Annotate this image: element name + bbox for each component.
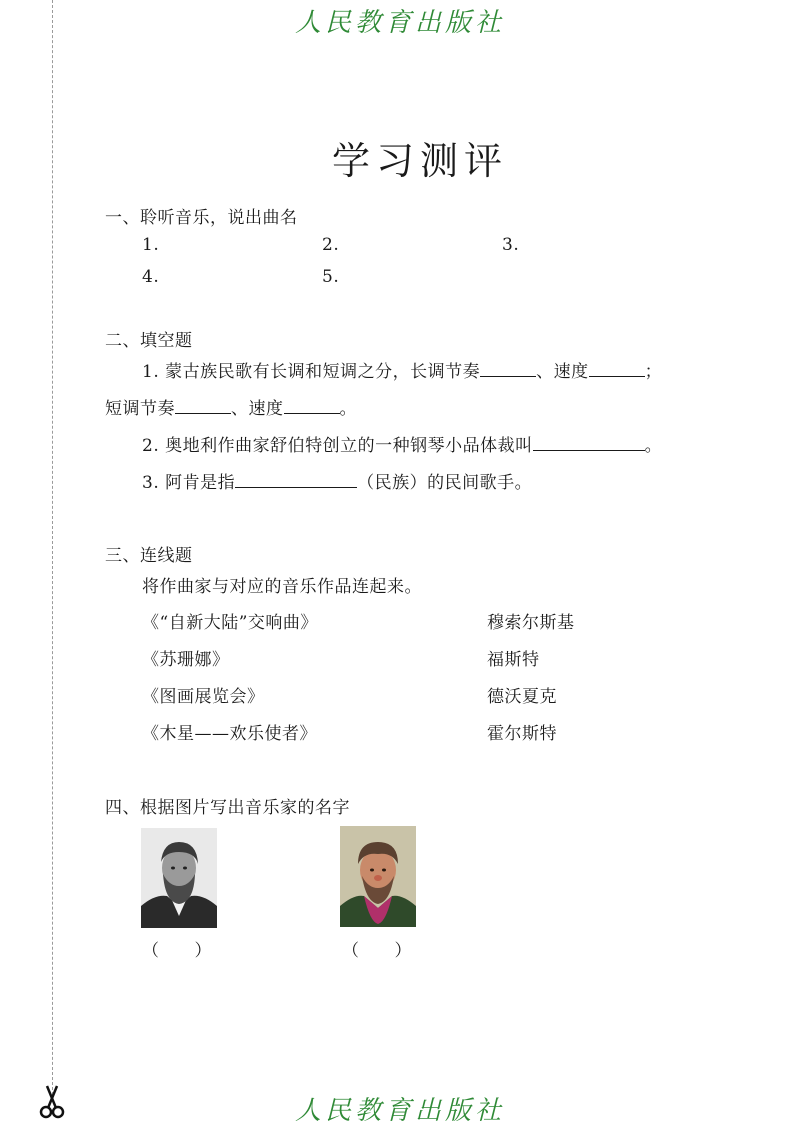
q2-blank[interactable] xyxy=(533,434,645,451)
work-item-1[interactable]: 《“自新大陆”交响曲》 xyxy=(142,613,318,633)
q2-end: 。 xyxy=(644,436,663,456)
q1-blank-short-speed[interactable] xyxy=(284,397,340,414)
work-item-3[interactable]: 《图画展览会》 xyxy=(142,687,265,707)
composer-item-2[interactable]: 福斯特 xyxy=(487,650,540,670)
q1-blank-long-speed[interactable] xyxy=(589,360,645,377)
publisher-logo-top: 人民教育出版社 xyxy=(294,8,505,38)
publisher-logo-bottom: 人民教育出版社 xyxy=(294,1096,505,1126)
composer-portrait-color xyxy=(340,826,416,927)
q3-end: （民族）的民间歌手。 xyxy=(357,473,533,493)
section2-heading: 二、填空题 xyxy=(105,331,193,351)
q3-blank[interactable] xyxy=(235,471,357,488)
q1-blank-short-rhythm[interactable] xyxy=(175,397,231,414)
answer-bracket-right[interactable]: （ ） xyxy=(342,941,412,961)
q2-text: 2. 奥地利作曲家舒伯特创立的一种钢琴小品体裁叫 xyxy=(142,436,533,456)
section1-heading: 一、聆听音乐，说出曲名 xyxy=(105,208,298,228)
composer-item-4[interactable]: 霍尔斯特 xyxy=(487,724,557,744)
q1-blank-long-rhythm[interactable] xyxy=(480,360,536,377)
q3-text: 3. 阿肯是指 xyxy=(142,473,236,493)
q1-end-2: 。 xyxy=(339,399,357,419)
q1-text-part1: 1. 蒙古族民歌有长调和短调之分，长调节奏 xyxy=(142,362,481,382)
section3-heading: 三、连线题 xyxy=(105,546,193,566)
work-item-2[interactable]: 《苏珊娜》 xyxy=(142,650,230,670)
section4-heading: 四、根据图片写出音乐家的名字 xyxy=(105,798,350,818)
fill-question-2 xyxy=(142,431,662,456)
q1-separator-2: 、速度 xyxy=(231,399,284,419)
listen-item-3: 3. xyxy=(502,235,520,255)
listen-item-2: 2. xyxy=(322,235,340,255)
q1-end-1: ； xyxy=(644,362,663,382)
listen-item-4: 4. xyxy=(142,267,160,287)
answer-bracket-left[interactable]: （ ） xyxy=(142,941,212,961)
fill-question-3 xyxy=(142,468,532,493)
composer-item-1[interactable]: 穆索尔斯基 xyxy=(487,613,575,633)
page-title: 学习测评 xyxy=(331,139,508,183)
work-item-4[interactable]: 《木星——欢乐使者》 xyxy=(142,724,317,744)
listen-item-1: 1. xyxy=(142,235,160,255)
q1-text-part2: 短调节奏 xyxy=(105,399,175,419)
listen-item-5: 5. xyxy=(322,267,340,287)
fill-question-1-line1 xyxy=(142,357,662,382)
q1-separator-1: 、速度 xyxy=(536,362,589,382)
fill-question-1-line2 xyxy=(105,394,357,419)
matching-instruction: 将作曲家与对应的音乐作品连起来。 xyxy=(142,577,422,597)
composer-item-3[interactable]: 德沃夏克 xyxy=(487,687,557,707)
composer-portrait-bw xyxy=(141,828,217,928)
